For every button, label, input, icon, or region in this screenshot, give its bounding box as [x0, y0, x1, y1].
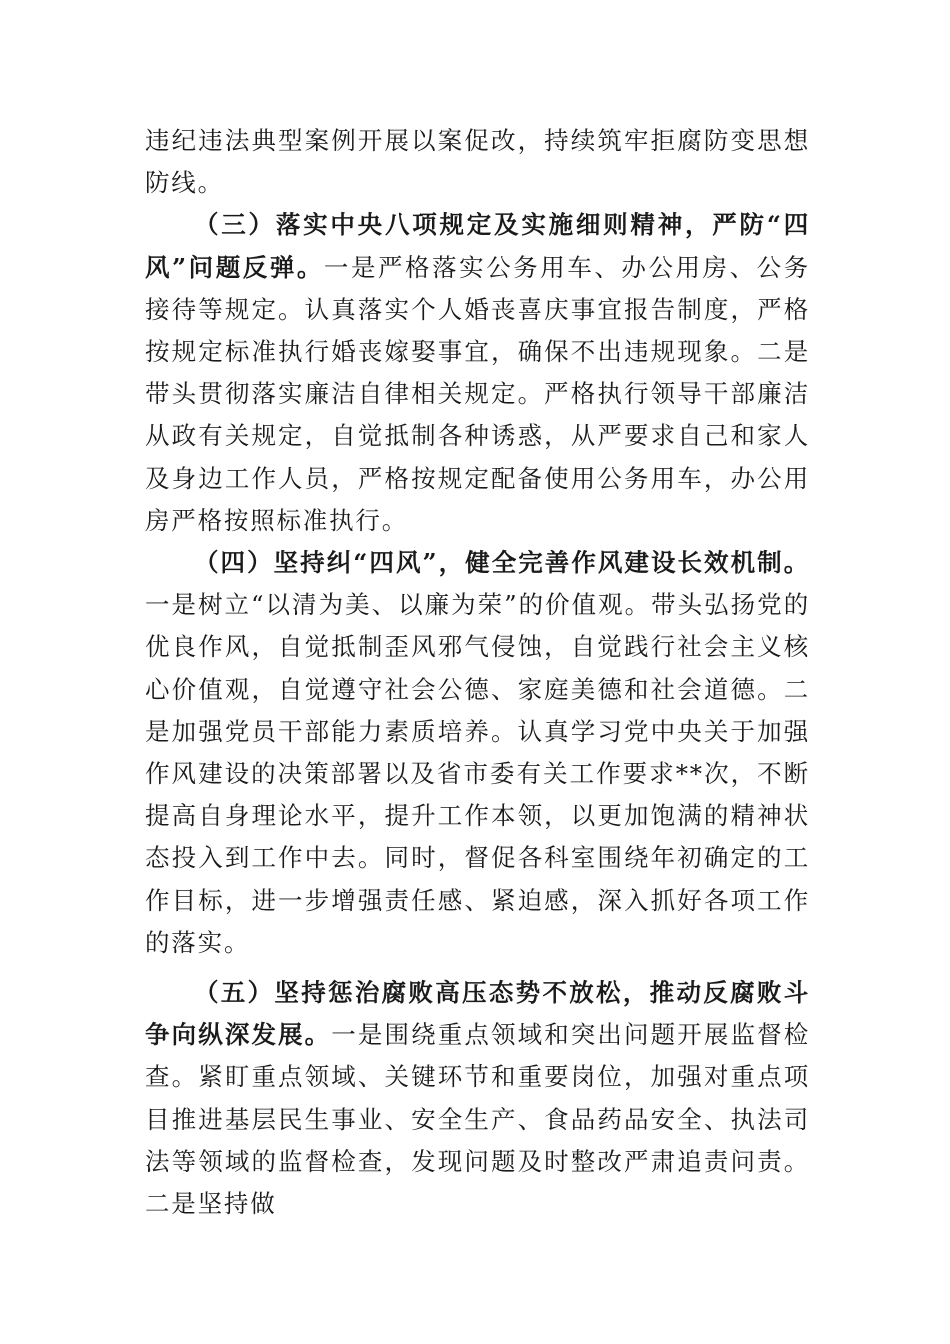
- paragraph-body: 一是围绕重点领域和突出问题开展监督检查。紧盯重点领域、关键环节和重要岗位，加强对重点项目推进基层民生事业、安全生产、食品药品安全、执法司法等领域的监督检查，发现问题及时整改严肃追责问责。二是坚持做: [145, 1020, 810, 1219]
- section-heading: （三）落实中央八项规定及实施细则精神，严防“四风”问题反弹。: [145, 210, 810, 282]
- paragraph-body: 一是严格落实公务用车、办公用房、公务接待等规定。认真落实个人婚丧喜庆事宜报告制度，严格按规定标准执行婚丧嫁娶事宜，确保不出违规现象。二是带头贯彻落实廉洁自律相关规定。严格执行领导干部廉洁从政有关规定，自觉抵制各种诱惑，从严要求自己和家人及身边工作人员，严格按规定配备使用公务用车，办公用房严格按照标准执行。: [145, 252, 810, 535]
- paragraph-continuation: [145, 120, 810, 204]
- paragraph-section-3: [145, 204, 810, 542]
- paragraph-section-4: [145, 542, 810, 964]
- paragraph-body: 违纪违法典型案例开展以案促改，持续筑牢拒腐防变思想防线。: [145, 126, 810, 198]
- paragraph-body: 一是树立“以清为美、以廉为荣”的价值观。带头弘扬党的优良作风，自觉抵制歪风邪气侵蚀，自觉践行社会主义核心价值观，自觉遵守社会公德、家庭美德和社会道德。二是加强党员干部能力素质培养。认真学习党中央关于加强作风建设的决策部署以及省市委有关工作要求**次，不断提高自身理论水平，提升工作本领，以更加饱满的精神状态投入到工作中去。同时，督促各科室围绕年初确定的工作目标，进一步增强责任感、紧迫感，深入抓好各项工作的落实。: [145, 590, 810, 957]
- section-heading: （五）坚持惩治腐败高压态势不放松，推动反腐败斗争向纵深发展。: [145, 978, 810, 1050]
- document-page: [145, 120, 810, 1225]
- paragraph-section-5: [145, 972, 810, 1225]
- section-heading: （四）坚持纠“四风”，健全完善作风建设长效机制。: [194, 548, 810, 578]
